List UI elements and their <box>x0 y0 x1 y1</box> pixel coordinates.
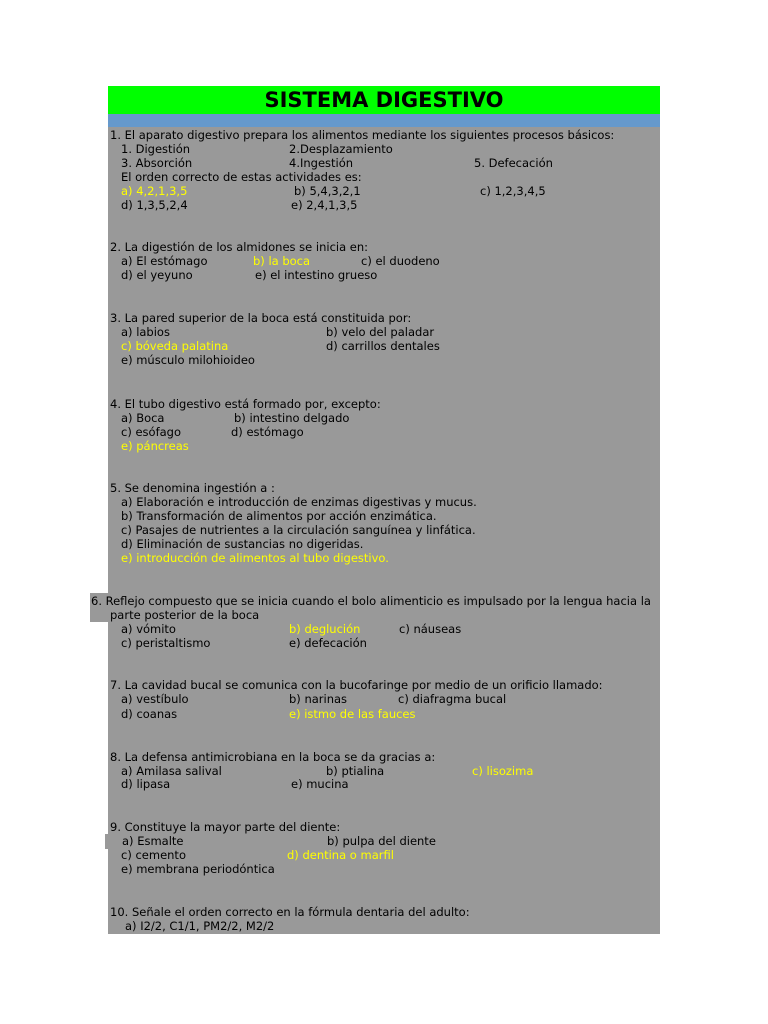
question-6-option-e: e) defecación <box>289 636 367 650</box>
question-6-option-c: c) náuseas <box>399 622 462 636</box>
question-3-option-e: e) músculo milohioideo <box>121 353 255 367</box>
question-2-option-e: e) el intestino grueso <box>255 268 378 282</box>
question-1-option-d: d) 1,3,5,2,4 <box>121 198 188 212</box>
question-5-option-b: b) Transformación de alimentos por acción enzimática. <box>121 509 437 523</box>
question-1-option-c: c) 1,2,3,4,5 <box>480 184 546 198</box>
question-1-process-2: 2.Desplazamiento <box>289 142 393 156</box>
question-1-process-4: 4.Ingestión <box>289 156 354 170</box>
question-4-option-a: a) Boca <box>121 411 165 425</box>
question-6-option-b: b) deglución <box>289 622 361 636</box>
question-4-option-c: c) esófago <box>121 425 181 439</box>
question-5-option-e: e) introducción de alimentos al tubo digestivo. <box>121 551 389 565</box>
question-1-instruction: El orden correcto de estas actividades es: <box>121 170 362 184</box>
question-7-option-a: a) vestíbulo <box>121 692 189 706</box>
question-9-option-d: d) dentina o marfil <box>287 848 394 862</box>
question-8-text: 8. La defensa antimicrobiana en la boca se da gracias a: <box>110 750 436 764</box>
question-4-text: 4. El tubo digestivo está formado por, excepto: <box>110 397 381 411</box>
question-1-text: 1. El aparato digestivo prepara los alimentos mediante los siguientes procesos básicos: <box>110 128 615 142</box>
question-7-option-c: c) diafragma bucal <box>398 692 507 706</box>
question-2-option-d: d) el yeyuno <box>121 268 193 282</box>
question-3-option-a: a) labios <box>121 325 170 339</box>
question-3-option-c: c) bóveda palatina <box>121 339 229 353</box>
question-4-option-b: b) intestino delgado <box>234 411 350 425</box>
question-1-option-b: b) 5,4,3,2,1 <box>294 184 361 198</box>
question-8-option-b: b) ptialina <box>326 764 385 778</box>
question-7-option-b: b) narinas <box>289 692 348 706</box>
question-9-text: 9. Constituye la mayor parte del diente: <box>110 820 341 834</box>
question-8-option-a: a) Amilasa salival <box>121 764 222 778</box>
question-1-option-e: e) 2,4,1,3,5 <box>291 198 358 212</box>
question-1-process-5: 5. Defecación <box>474 156 553 170</box>
question-7-option-e: e) istmo de las fauces <box>289 707 416 721</box>
question-10-text: 10. Señale el orden correcto en la fórmula dentaria del adulto: <box>110 905 470 919</box>
question-9-option-a: a) Esmalte <box>122 834 184 848</box>
question-8-option-c: c) lisozima <box>472 764 534 778</box>
question-4-option-d: d) estómago <box>231 425 304 439</box>
question-2-option-b: b) la boca <box>253 254 311 268</box>
question-1-process-3: 3. Absorción <box>121 156 193 170</box>
question-1-process-1: 1. Digestión <box>121 142 191 156</box>
question-6-text-line-1: 6. Reflejo compuesto que se inicia cuando el bolo alimenticio es impulsado por la lengua hacia la <box>91 594 651 608</box>
question-9-option-b: b) pulpa del diente <box>327 834 436 848</box>
question-3-text: 3. La pared superior de la boca está constituida por: <box>110 311 412 325</box>
question-9-option-e: e) membrana periodóntica <box>121 862 275 876</box>
document-title: SISTEMA DIGESTIVO <box>108 86 660 114</box>
question-4-option-e: e) páncreas <box>121 439 189 453</box>
question-8-option-d: d) lipasa <box>121 777 171 791</box>
question-3-option-d: d) carrillos dentales <box>326 339 440 353</box>
question-8-option-e: e) mucina <box>291 777 349 791</box>
question-6-option-d: c) peristaltismo <box>121 636 211 650</box>
question-2-text: 2. La digestión de los almidones se inicia en: <box>110 240 369 254</box>
question-7-option-d: d) coanas <box>121 707 178 721</box>
question-5-option-d: d) Eliminación de sustancias no digeridas. <box>121 537 364 551</box>
question-5-option-a: a) Elaboración e introducción de enzimas digestivas y mucus. <box>121 495 477 509</box>
question-3-option-b: b) velo del paladar <box>326 325 435 339</box>
question-2-option-c: c) el duodeno <box>361 254 440 268</box>
question-5-option-c: c) Pasajes de nutrientes a la circulación sanguínea y linfática. <box>121 523 476 537</box>
question-6-text-line-2: parte posterior de la boca <box>110 608 260 622</box>
question-7-text: 7. La cavidad bucal se comunica con la bucofaringe por medio de un orificio llamado: <box>110 678 603 692</box>
question-6-option-a: a) vómito <box>121 622 176 636</box>
question-9-option-c: c) cemento <box>121 848 186 862</box>
question-9-marker-box <box>105 834 110 849</box>
question-1-option-a: a) 4,2,1,3,5 <box>121 184 188 198</box>
question-10-option-a: a) I2/2, C1/1, PM2/2, M2/2 <box>125 919 275 933</box>
question-5-text: 5. Se denomina ingestión a : <box>110 481 275 495</box>
header-divider-strip <box>108 114 660 127</box>
question-2-option-a: a) El estómago <box>121 254 208 268</box>
